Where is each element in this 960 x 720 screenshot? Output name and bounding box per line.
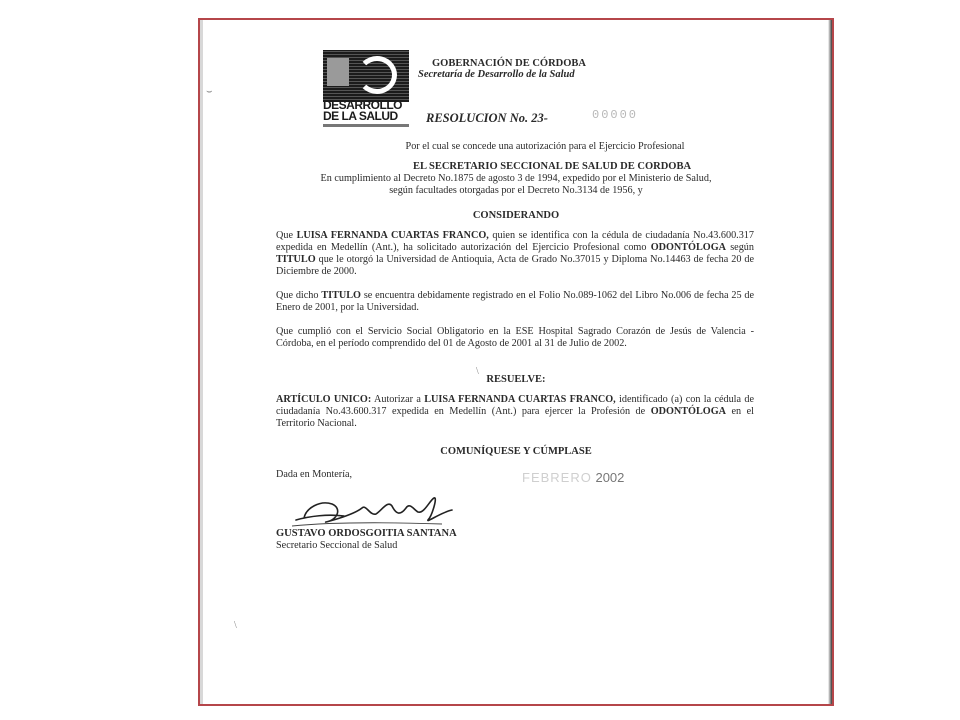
signer-title: Secretario Seccional de Salud <box>276 540 398 551</box>
scan-right-edge <box>828 20 832 704</box>
date-stamp <box>522 472 624 484</box>
p1-profession: ODONTÓLOGA <box>650 242 726 253</box>
document-frame <box>198 18 834 706</box>
handwritten-signature <box>292 486 472 532</box>
date-stamp-faded: FEBRERO <box>522 470 592 485</box>
articulo-name: LUISA FERNANDA CUARTAS FRANCO, <box>424 394 616 405</box>
considerando-paragraph-2 <box>276 290 754 314</box>
logo-map-shape <box>327 58 349 86</box>
authority-basis-line-1: En cumplimiento al Decreto No.1875 de agosto 3 de 1994, expedido por el Ministerio de Salud, <box>320 173 712 184</box>
logo-emblem <box>323 50 409 102</box>
p1-name: LUISA FERNANDA CUARTAS FRANCO, <box>296 230 489 241</box>
logo-ring-shape <box>357 56 397 94</box>
articulo-label: ARTÍCULO UNICO: <box>276 394 372 405</box>
resolution-purpose: Por el cual se concede una autorización para el Ejercicio Profesional <box>405 141 685 152</box>
scan-mark-top: ⌣ <box>206 86 213 97</box>
considerando-heading: CONSIDERANDO <box>472 210 560 221</box>
articulo-profession: ODONTÓLOGA <box>650 406 726 417</box>
authority-basis-line-2: según facultades otorgadas por el Decreto No.3134 de 1956, y <box>389 185 643 196</box>
resolution-stamp: 00000 <box>592 108 639 122</box>
articulo-unico <box>276 394 754 430</box>
logo-underbar <box>323 124 409 127</box>
scan-left-edge <box>200 20 203 704</box>
p2-titulo: TITULO <box>321 290 361 301</box>
issue-place: Dada en Montería, <box>276 469 353 480</box>
scanned-document <box>200 20 832 704</box>
articulo-mid: identificado (a) con la cédula de ciudadanía No.43.600.317 expedida en Medellín (Ant.) para ejercer la Profesión de <box>276 394 754 417</box>
scan-mark: \ <box>476 366 479 377</box>
resuelve-heading: RESUELVE: <box>486 374 546 385</box>
p1-pre: Que <box>276 230 297 241</box>
p2-pre: Que dicho <box>276 290 322 301</box>
signer-name: GUSTAVO ORDOSGOITIA SANTANA <box>276 528 457 539</box>
logo-line-1: DESARROLLO <box>323 98 402 112</box>
considerando-paragraph-1 <box>276 230 754 278</box>
articulo-pre: Autorizar a <box>371 394 425 405</box>
resolution-number: RESOLUCION No. 23- <box>426 111 548 125</box>
p1-post: que le otorgó la Universidad de Antioquia, Acta de Grado No.37015 y Diploma No.14463 de fecha 20 de Diciembre de 2000. <box>276 254 754 277</box>
date-stamp-year: 2002 <box>595 470 625 485</box>
logo-text <box>323 100 409 122</box>
p1-titulo: TITULO <box>276 254 316 265</box>
p1-mid1: quien se identifica con la cédula de ciudadanía No.43.600.317 expedida en Medellín (Ant.), ha solicitado autorización del Ejercicio Profesional como <box>276 230 754 253</box>
scan-mark-corner: \ <box>234 620 237 631</box>
government-name: GOBERNACIÓN DE CÓRDOBA <box>432 58 587 69</box>
health-logo <box>323 50 409 126</box>
closing-formula: COMUNÍQUESE Y CÚMPLASE <box>440 446 592 457</box>
articulo-post: en el Territorio Nacional. <box>276 406 755 429</box>
authority-basis <box>276 173 756 197</box>
p1-mid2: según <box>725 242 754 253</box>
p2-post: se encuentra debidamente registrado en el Folio No.089-1062 del Libro No.006 de fecha 25 de Enero de 2001, por la Universidad. <box>276 290 755 313</box>
secretaria-name: Secretaría de Desarrollo de la Salud <box>418 69 575 80</box>
logo-line-2: DE LA SALUD <box>323 109 398 123</box>
considerando-paragraph-3: Que cumplió con el Servicio Social Obligatorio en la ESE Hospital Sagrado Corazón de Jesús de Valencia - Córdoba, en el período comprendido del 01 de Agosto de 2001 al 31 de Julio de 2002. <box>276 326 754 349</box>
authority-title: EL SECRETARIO SECCIONAL DE SALUD DE CORDOBA <box>412 161 692 172</box>
